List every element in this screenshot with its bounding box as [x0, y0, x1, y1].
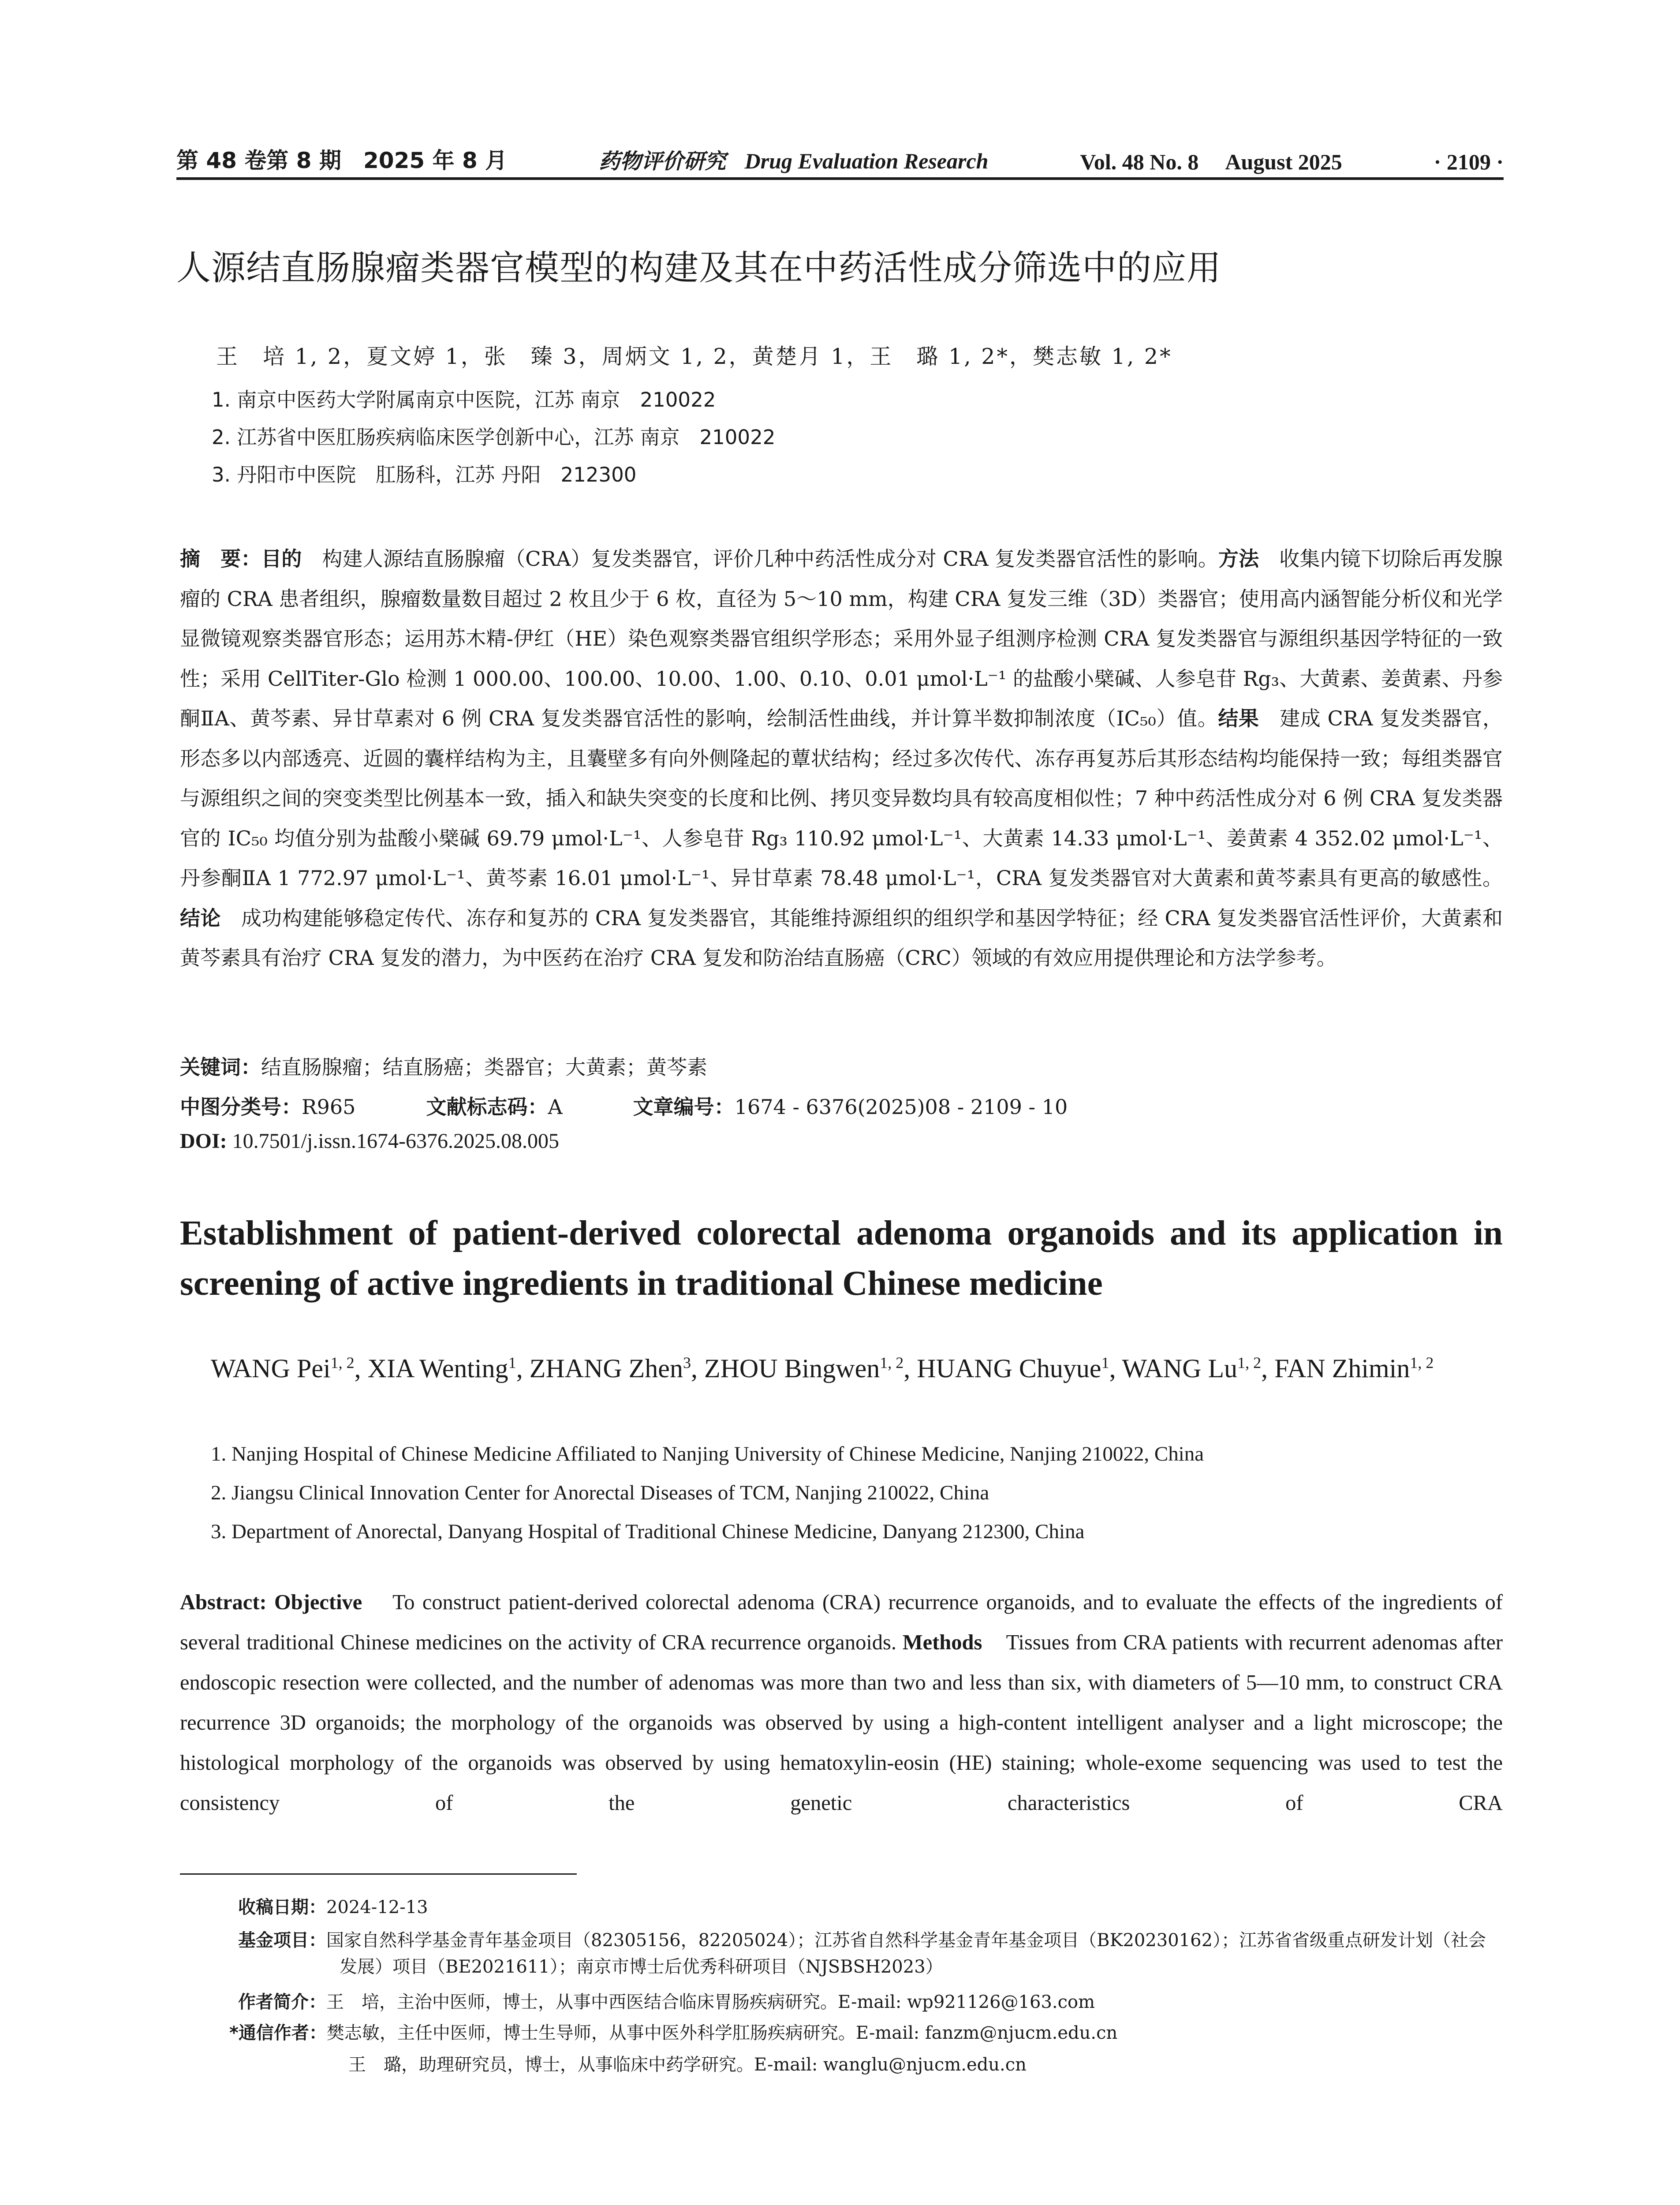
- bio-label: 作者简介：: [238, 1992, 326, 2012]
- clc-number: R965: [302, 1095, 356, 1119]
- author-en: FAN Zhimin$^{1, 2}$: [1274, 1354, 1434, 1383]
- author-en: ZHANG Zhen$^3$,: [529, 1354, 704, 1383]
- objective-en: To construct patient-derived colorectal adenoma (CRA) recurrence organoids, and to evaluate the effects of the ingredients of several traditional Chinese medicines on the activity of CRA recurrence organoids.: [180, 1591, 1508, 1654]
- results-label-cn: 结果: [1218, 706, 1259, 730]
- doc-code-label: 文献标志码：: [426, 1095, 548, 1119]
- abstract-cn: [180, 539, 1503, 978]
- doi-line: [180, 1129, 559, 1153]
- authors-en: [211, 1341, 1503, 1390]
- methods-label-cn: 方法: [1218, 547, 1259, 571]
- objective-cn: 构建人源结直肠腺瘤（CRA）复发类器官，评价几种中药活性成分对 CRA 复发类器官活性的影响。: [302, 547, 1219, 571]
- affiliation-en-3: 3. Department of Anorectal, Danyang Hospital of Traditional Chinese Medicine, Danyang 212300, China: [211, 1520, 1085, 1543]
- abstract-cn-label: 摘 要：: [180, 547, 261, 571]
- clc-label: 中图分类号：: [180, 1095, 302, 1119]
- keywords-text-cn: 结直肠腺瘤；结直肠癌；类器官；大黄素；黄芩素: [261, 1055, 707, 1079]
- header-rule: [176, 177, 1504, 180]
- issue-month: August 2025: [1225, 149, 1342, 174]
- article-title-en: Establishment of patient-derived colorectal adenoma organoids and its application in screening of active ingredients in traditional Chinese medicine: [180, 1214, 1503, 1303]
- conclusion-label-cn: 结论: [180, 906, 221, 930]
- volume-number: Vol. 48 No. 8: [1080, 149, 1199, 174]
- author-en: WANG Pei$^{1, 2}$,: [211, 1354, 368, 1383]
- page-number: · 2109 ·: [1434, 149, 1504, 174]
- corresponding-value-1: 樊志敏，主任中医师，博士生导师，从事中医外科学肛肠疾病研究。E-mail: fanzm@njucm.edu.cn: [326, 2023, 1118, 2043]
- corresponding-author-1: [229, 2020, 1117, 2046]
- fund-value: 国家自然科学基金青年基金项目（82305156，82205024）；江苏省自然科学基金青年基金项目（BK20230162）；江苏省省级重点研发计划（社会发展）项目（BE2021611）；南京市博士后优秀科研项目（NJSBSH2023）: [326, 1930, 1486, 1977]
- corresponding-author-2: 王 璐，助理研究员，博士，从事临床中药学研究。E-mail: wanglu@njucm.edu.cn: [348, 2055, 1027, 2075]
- journal-logo-cn: 药物评价研究: [599, 149, 726, 174]
- author-en: XIA Wenting$^1$,: [367, 1354, 530, 1383]
- received-label: 收稿日期：: [238, 1897, 326, 1917]
- keywords-label-cn: 关键词：: [180, 1055, 261, 1079]
- article-number: 1674 - 6376(2025)08 - 2109 - 10: [734, 1095, 1068, 1119]
- doi-label: DOI:: [180, 1129, 227, 1153]
- objective-label-cn: 目的: [261, 547, 302, 571]
- results-cn: 建成 CRA 复发类器官，形态多以内部透亮、近圆的囊样结构为主，且囊壁多有向外侧隆起的蕈状结构；经过多次传代、冻存再复苏后其形态结构均能保持一致；每组类器官与源组织之间的突变类型比例基本一致，插入和缺失突变的长度和比例、拷贝变异数均具有较高度相似性；7 种中药活性成分对 6 例 CRA 复发类器官的 IC₅₀ 均值分别为盐酸小檗碱 69.79 μmol·L⁻¹、人参皂苷 Rg₃ 110.92 μmol·L⁻¹、大黄素 14.33 μmol·L⁻¹、姜黄素 4 352.02 μmol·L⁻¹、丹参酮ⅡA 1 772.97 μmol·L⁻¹、黄芩素 16.01 μmol·L⁻¹、异甘草素 78.48 μmol·L⁻¹，CRA 复发类器官对大黄素和黄芩素具有更高的敏感性。: [180, 706, 1503, 890]
- received-value: 2024-12-13: [326, 1897, 428, 1917]
- affiliation-cn-1: 1. 南京中医药大学附属南京中医院，江苏 南京 210022: [212, 388, 716, 411]
- classification-line: [180, 1091, 1068, 1120]
- authors-cn: 王 培 1, 2，夏文婷 1，张 臻 3，周炳文 1, 2，黄楚月 1，王 璐 1, 2*，樊志敏 1, 2*: [216, 344, 1172, 369]
- affiliation-en-2: 2. Jiangsu Clinical Innovation Center for Anorectal Diseases of TCM, Nanjing 210022, China: [211, 1481, 989, 1504]
- author-en: HUANG Chuyue$^1$,: [917, 1354, 1122, 1383]
- journal-name-en: Drug Evaluation Research: [744, 149, 989, 173]
- bio-value: 王 培，主治中医师，博士，从事中西医结合临床胃肠疾病研究。E-mail: wp921126@163.com: [326, 1992, 1095, 2012]
- fund-label: 基金项目：: [238, 1930, 326, 1951]
- footnote-rule: [180, 1873, 577, 1875]
- keywords-cn: [180, 1051, 707, 1080]
- author-en: ZHOU Bingwen$^{1, 2}$,: [704, 1354, 917, 1383]
- methods-cn: 收集内镜下切除后再发腺瘤的 CRA 患者组织，腺瘤数量数目超过 2 枚且少于 6 枚，直径为 5～10 mm，构建 CRA 复发三维（3D）类器官；使用高内涵智能分析仪和光学显微镜观察类器官形态；运用苏木精-伊红（HE）染色观察类器官组织学形态；采用外显子组测序检测 CRA 复发类器官与源组织基因学特征的一致性；采用 CellTiter-Glo 检测 1 000.00、100.00、10.00、1.00、0.10、0.01 μmol·L⁻¹ 的盐酸小檗碱、人参皂苷 Rg₃、大黄素、姜黄素、丹参酮ⅡA、黄芩素、异甘草素对 6 例 CRA 复发类器官活性的影响，绘制活性曲线，并计算半数抑制浓度（IC₅₀）值。: [180, 547, 1503, 730]
- abstract-en-label: Abstract: Objective: [180, 1591, 362, 1614]
- doc-code: A: [548, 1095, 563, 1119]
- author-en: WANG Lu$^{1, 2}$,: [1122, 1354, 1275, 1383]
- affiliation-cn-2: 2. 江苏省中医肛肠疾病临床医学创新中心，江苏 南京 210022: [212, 426, 776, 449]
- received-date: [238, 1894, 428, 1921]
- conclusion-cn: 成功构建能够稳定传代、冻存和复苏的 CRA 复发类器官，其能维持源组织的组织学和基因学特征；经 CRA 复发类器官活性评价，大黄素和黄芩素具有治疗 CRA 复发的潜力，为中医药在治疗 CRA 复发和防治结直肠癌（CRC）领域的有效应用提供理论和方法学参考。: [180, 906, 1503, 970]
- methods-en: Tissues from CRA patients with recurrent adenomas after endoscopic resection were collected, and the number of adenomas was more than two and less than six, with diameters of 5—10 mm, to construct CRA recurrence 3D organoids; the morphology of the organoids was observed by using a high-content intelligent analyser and a light microscope; the histological morphology of the organoids was observed by using hematoxylin-eosin (HE) staining; whole-exome sequencing was used to test the consistency of the genetic characteristics of CRA: [180, 1631, 1508, 1815]
- affiliation-cn-3: 3. 丹阳市中医院 肛肠科，江苏 丹阳 212300: [212, 463, 637, 486]
- volume-info: [1080, 149, 1342, 175]
- journal-name: [599, 144, 988, 175]
- issue-info-cn: 第 48 卷第 8 期 2025 年 8 月: [176, 148, 508, 173]
- corresponding-label: *通信作者：: [229, 2023, 327, 2043]
- article-number-label: 文章编号：: [633, 1095, 735, 1119]
- methods-label-en: Methods: [902, 1631, 982, 1654]
- doi-value[interactable]: 10.7501/j.issn.1674-6376.2025.08.005: [227, 1129, 560, 1153]
- abstract-en: [180, 1582, 1508, 1823]
- fund-info: [238, 1927, 1504, 1980]
- author-bio: [238, 1989, 1095, 2015]
- affiliation-en-1: 1. Nanjing Hospital of Chinese Medicine Affiliated to Nanjing University of Chinese Medicine, Nanjing 210022, China: [211, 1443, 1204, 1465]
- running-header: [176, 140, 1504, 175]
- article-title-cn: 人源结直肠腺瘤类器官模型的构建及其在中药活性成分筛选中的应用: [176, 248, 1222, 288]
